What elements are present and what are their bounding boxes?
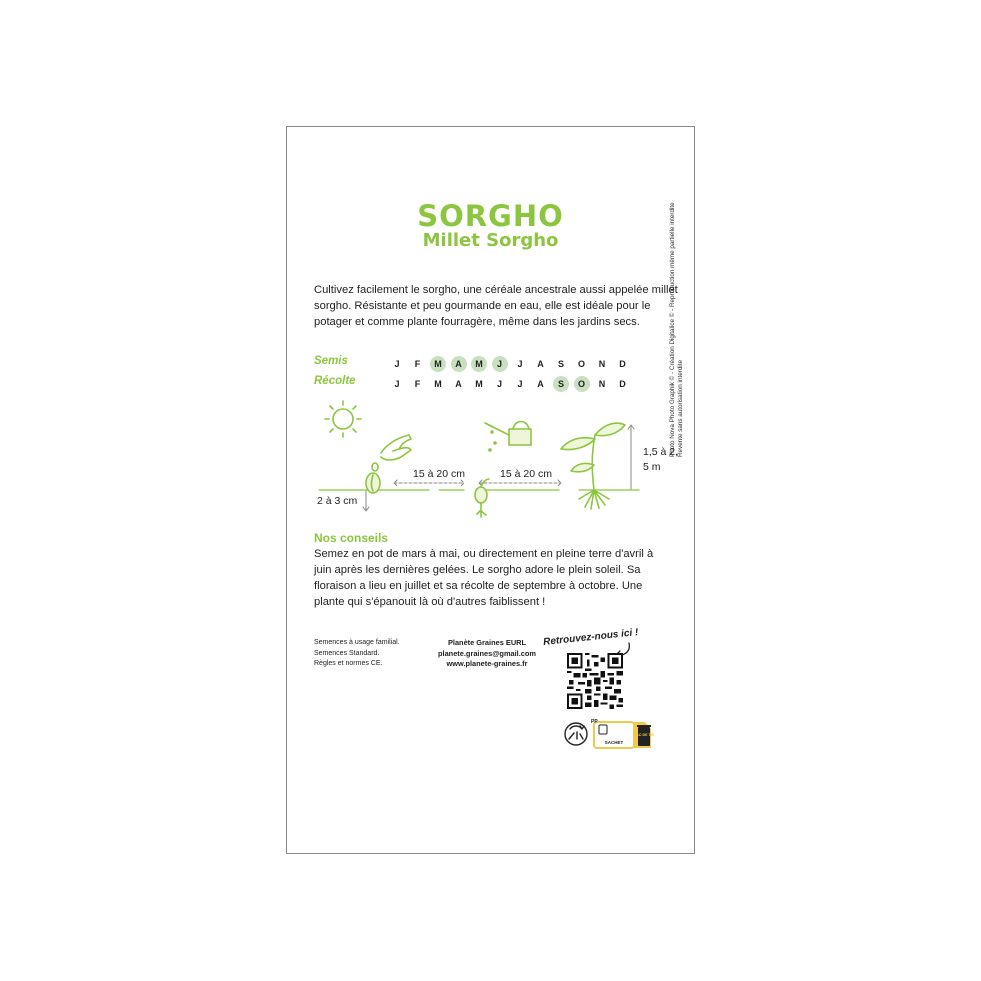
calendar-month: M: [471, 356, 487, 372]
advice-heading: Nos conseils: [314, 531, 389, 545]
sprout-icon: [475, 479, 489, 517]
depth-arrow: [363, 491, 369, 511]
intro-text: Cultivez facilement le sorgho, une céréale ancestrale aussi appelée millet sorgho. Résistante et peu gourmande en eau, elle est idéale pour le potager et comme plante fourragère, même dans les jardins secs.: [314, 284, 678, 328]
recolte-label: Récolte: [314, 375, 356, 387]
qr-caption: Retrouvez-nous ici !: [542, 627, 639, 648]
side-credits-line1: Photo Nova Photo Graphik © - Création Digitalice © - Reproduction même partielle interdite: [669, 202, 676, 457]
calendar-month: F: [414, 359, 421, 369]
height-arrow: [628, 425, 634, 489]
calendar-month: N: [598, 359, 606, 369]
advice-text: Semez en pot de mars à mai, ou directement en pleine terre d'avril à juin après les dernières gelées. Le sorgho adore le plein soleil. Sa floraison a lieu en juillet et sa récolte de septembre à octobre. Une plante qui s'épanouit là où d'autres faiblissent !: [314, 548, 654, 608]
calendar-month: M: [430, 356, 446, 372]
calendar-month: M: [434, 379, 442, 389]
legal-line-2: Semences Standard.: [314, 649, 380, 657]
side-credits-line2: Revente sans autorisation interdite: [677, 360, 684, 457]
plant-icon: [561, 423, 625, 509]
bin-label: BAC DE TRI: [633, 733, 655, 737]
calendar-month: J: [517, 359, 523, 369]
company-name: Planète Graines EURL: [447, 638, 527, 647]
company-website[interactable]: www.planete-graines.fr: [446, 659, 528, 668]
calendar-month: D: [619, 379, 626, 389]
legal-notes: [314, 638, 400, 670]
calendar-month: A: [537, 379, 544, 389]
legal-line-3: Règles et normes CE.: [314, 660, 383, 667]
triman-icon: [565, 723, 587, 745]
spacing-label-2: 15 à 20 cm: [500, 468, 552, 480]
spacing-arrow-2: [479, 480, 561, 486]
calendar-month: F: [414, 379, 421, 389]
calendar-month: M: [475, 379, 483, 389]
calendar-month: J: [496, 379, 502, 389]
calendar-month: J: [394, 379, 400, 389]
calendar-month: J: [517, 379, 523, 389]
product-subtitle: Millet Sorgho: [422, 230, 559, 251]
company-info: [412, 638, 562, 670]
spacing-arrow-1: [394, 480, 464, 486]
depth-label: 2 à 3 cm: [317, 495, 358, 507]
seed-icon: [366, 463, 380, 493]
height-label-line1: 1,5 à 2,: [643, 446, 679, 458]
calendar-month: D: [619, 359, 626, 369]
legal-line-1: Semences à usage familial.: [314, 639, 400, 646]
hand-icon: [381, 435, 411, 460]
recycling-badges: [563, 717, 673, 751]
calendar-month: J: [394, 359, 400, 369]
calendar-month: A: [537, 359, 544, 369]
sachet-label: SACHET: [604, 740, 624, 745]
calendar-month: A: [451, 356, 467, 372]
seed-packet-back: [286, 126, 695, 854]
height-label-line2: 5 m: [643, 461, 661, 473]
calendar-month: J: [492, 356, 508, 372]
watering-can-icon: [485, 422, 531, 452]
calendar-month: A: [455, 379, 462, 389]
calendar-month: O: [574, 376, 590, 392]
calendar-month: O: [577, 359, 585, 369]
planting-illustration: [309, 395, 654, 525]
calendar-month: S: [557, 359, 564, 369]
calendar-month: N: [598, 379, 606, 389]
spacing-label-1: 15 à 20 cm: [413, 468, 465, 480]
semis-label: Semis: [314, 355, 348, 367]
pp-label: PP: [591, 719, 598, 725]
calendar-month: S: [553, 376, 569, 392]
product-title: SORGHO: [417, 199, 564, 233]
side-credits-text: [669, 202, 685, 457]
sun-icon: [325, 401, 361, 437]
qr-code[interactable]: [567, 653, 623, 709]
company-email[interactable]: planete.graines@gmail.com: [438, 648, 536, 658]
